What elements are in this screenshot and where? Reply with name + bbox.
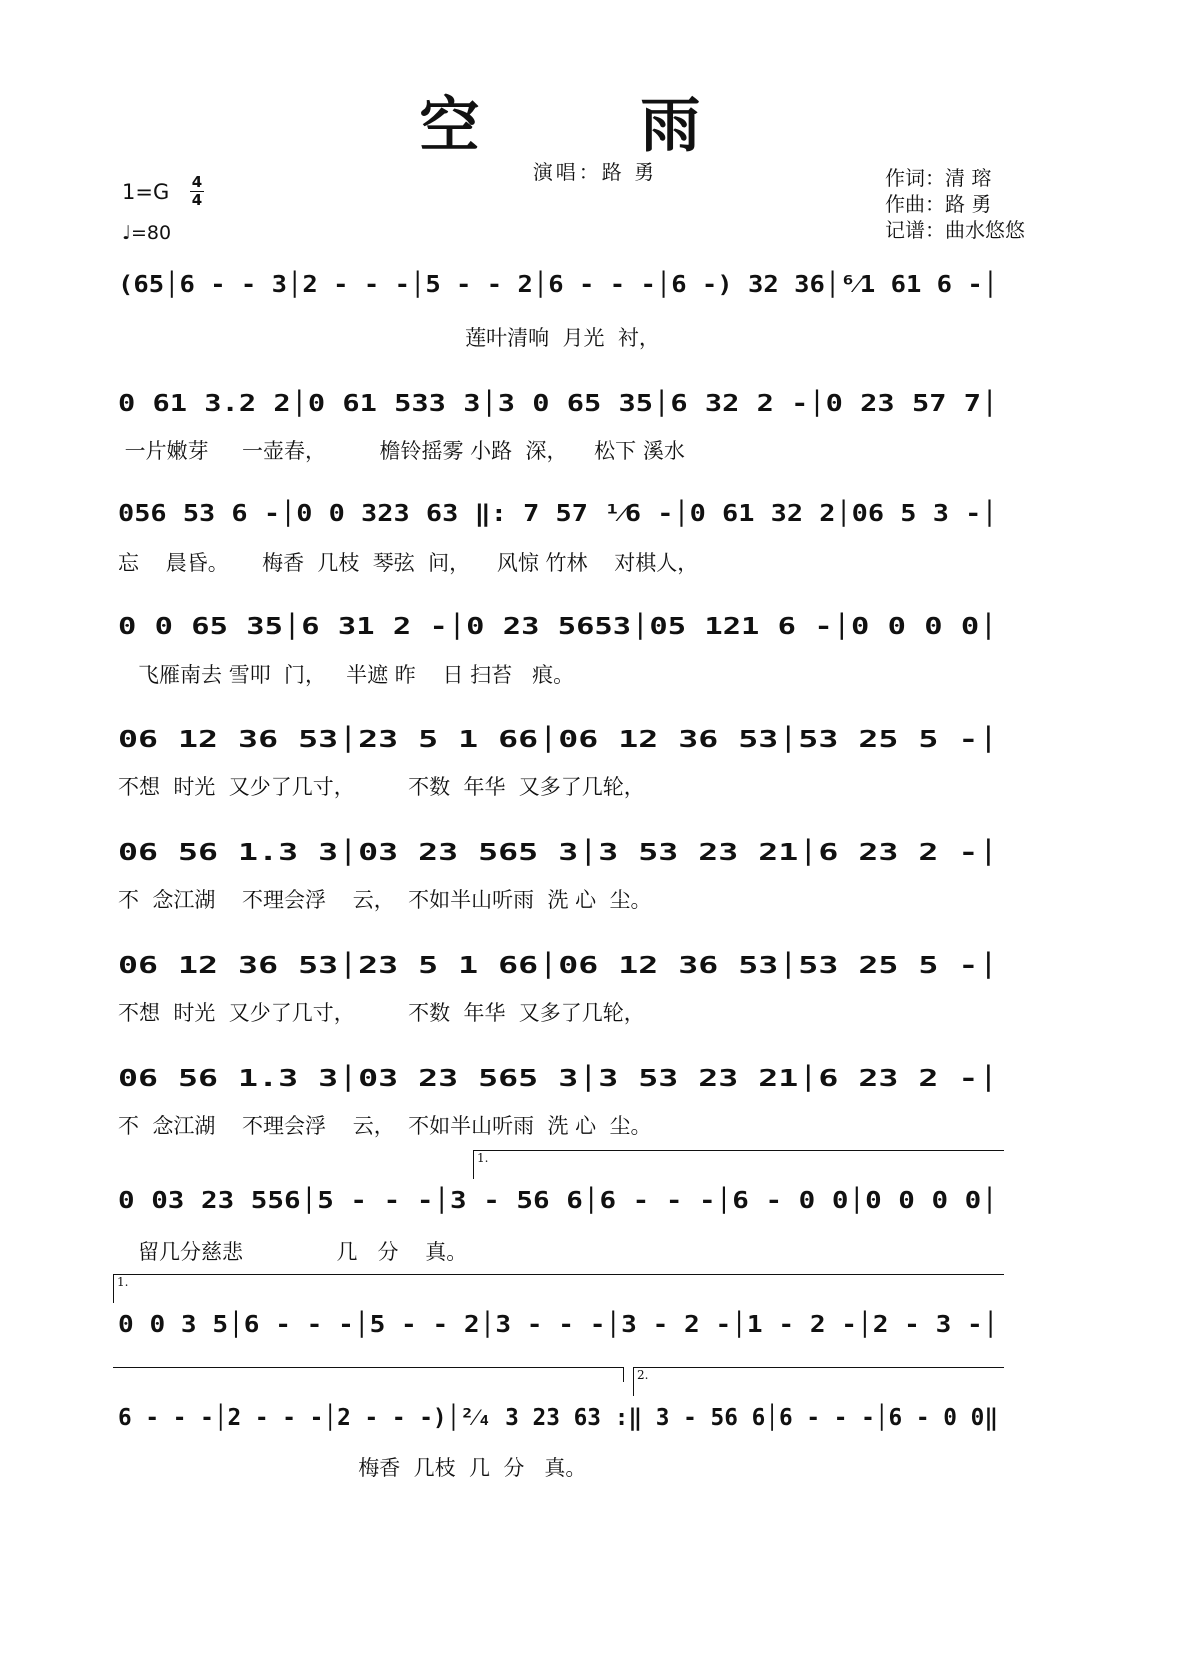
lyric-line: 不想 时光 又少了几寸， 不数 年华 又多了几轮， [118,775,645,799]
notation-line: 06 12 36 53│23 5 1 66│06 12 36 53│53 25 5 -│ [118,953,999,979]
lyric-line: 梅香 几枝 几 分 真。 [118,1456,587,1480]
lyricist-credit: 作词：清 瑢 [885,166,992,190]
score-row-9 [118,1188,1078,1232]
time-signature [190,174,204,209]
volta-continuation [113,1367,624,1382]
score-row-5 [118,727,1078,771]
lyric-line: 莲叶清响 月光 衬， [118,326,660,350]
notation-line: 06 56 1.3 3│03 23 565 3│3 53 23 21│6 23 2 -│ [118,840,999,866]
lyric-line: 留几分慈悲 几 分 真。 [118,1240,468,1264]
key-signature: 1=G [122,180,170,204]
time-signature-bottom: 4 [191,191,203,209]
notation-line: (65│6 - - 3│2 - - -│5 - - 2│6 - - -│6 -) 32 36│⁶⁄1 61 6 -│ [118,272,999,298]
notation-line: 0 61 3.2 2│0 61 533 3│3 0 65 35│6 32 2 -│0 23 57 7│ [118,391,999,417]
score-row-6 [118,840,1078,884]
notation-line: 06 12 36 53│23 5 1 66│06 12 36 53│53 25 5 -│ [118,727,999,753]
score-row-1 [118,272,1078,316]
score-row-10 [118,1312,1078,1356]
score-row-4 [118,614,1078,658]
score-row-11 [118,1405,1078,1449]
composer-credit: 作曲：路 勇 [885,192,992,216]
score-row-8 [118,1066,1078,1110]
notation-line: 06 56 1.3 3│03 23 565 3│3 53 23 21│6 23 2 -│ [118,1066,999,1092]
transcriber-credit: 记谱：曲水悠悠 [885,218,1025,242]
lyric-line: 忘 晨昏。 梅香 几枝 琴弦 问， 风惊 竹林 对棋人， [118,551,699,575]
volta-bracket: 1. [113,1274,1004,1303]
score-row-2 [118,391,1078,435]
notation-line: 6 - - -│2 - - -│2 - - -)│²⁄₄ 3 23 63 :‖ 3 - 56 6│6 - - -│6 - 0 0‖ [118,1405,999,1431]
lyric-line: 一片嫩芽 一壶春， 檐铃摇雾 小路 深， 松下 溪水 [118,439,685,463]
notation-line: 056 53 6 -│0 0 323 63 ‖: 7 57 ¹⁄6 -│0 61 32 2│06 5 3 -│ [118,501,998,527]
singer-credit: 演唱：路 勇 [532,160,658,184]
lyric-line: 不想 时光 又少了几寸， 不数 年华 又多了几轮， [118,1001,645,1025]
time-signature-top: 4 [191,173,203,191]
notation-line: 0 0 3 5│6 - - -│5 - - 2│3 - - -│3 - 2 -│1 - 2 -│2 - 3 -│ [118,1312,999,1338]
page-title: 空 雨 [419,91,771,161]
tempo-marking: ♩=80 [122,222,172,244]
volta-bracket: 2. [633,1367,1004,1396]
lyric-line: 不 念江湖 不理会浮 云， 不如半山听雨 洗 心 尘。 [118,1114,652,1138]
volta-bracket: 1. [473,1150,1004,1179]
score-row-7 [118,953,1078,997]
score-row-3 [118,501,1078,545]
lyric-line: 不 念江湖 不理会浮 云， 不如半山听雨 洗 心 尘。 [118,888,652,912]
notation-line: 0 03 23 556│5 - - -│3 - 56 6│6 - - -│6 - 0 0│0 0 0 0│ [118,1188,998,1214]
notation-line: 0 0 65 35│6 31 2 -│0 23 5653│05 121 6 -│0 0 0 0│ [118,614,998,640]
lyric-line: 飞雁南去 雪叩 门， 半遮 昨 日 扫苔 痕。 [118,663,575,687]
